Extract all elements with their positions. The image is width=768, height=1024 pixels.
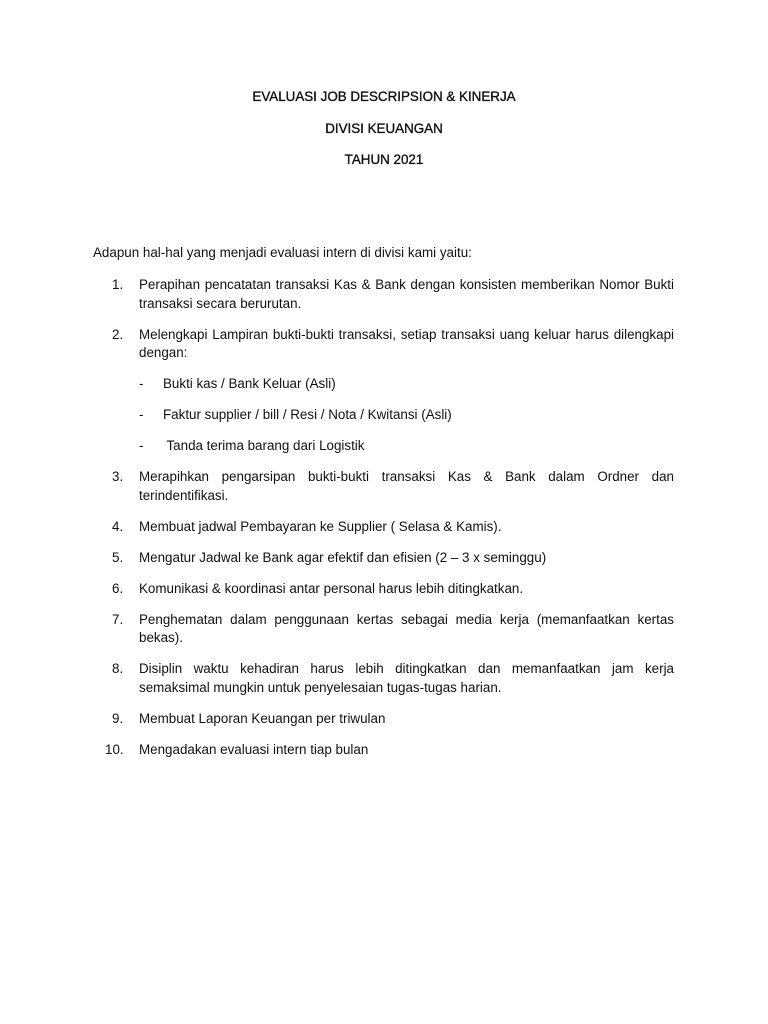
item-number: 7. — [112, 611, 124, 627]
intro-paragraph: Adapun hal-hal yang menjadi evaluasi intern di divisi kami yaitu: — [93, 245, 472, 260]
sub-list-item — [139, 437, 674, 456]
item-text: Melengkapi Lampiran bukti-bukti transaksi, setiap transaksi uang keluar harus dilengkapi dengan: — [139, 326, 674, 360]
item-text: Penghematan dalam penggunaan kertas sebagai media kerja (memanfaatkan kertas bekas). — [139, 611, 674, 645]
list-item — [112, 276, 674, 313]
dash-bullet: - — [139, 376, 144, 391]
list-item — [112, 518, 674, 537]
sub-item-text: Tanda terima barang dari Logistik — [163, 438, 365, 453]
list-item — [112, 468, 674, 505]
evaluation-list — [105, 276, 674, 772]
document-title: EVALUASI JOB DESCRIPSION & KINERJA — [252, 89, 516, 104]
list-item — [112, 549, 674, 568]
item-text: Membuat Laporan Keuangan per triwulan — [139, 710, 386, 726]
sub-item-text: Faktur supplier / bill / Resi / Nota / Kwitansi (Asli) — [163, 407, 452, 422]
list-item — [112, 660, 674, 697]
item-number: 2. — [112, 326, 124, 342]
dash-bullet: - — [139, 407, 144, 422]
item-number: 6. — [112, 580, 124, 596]
item-text: Membuat jadwal Pembayaran ke Supplier ( Selasa & Kamis). — [139, 518, 502, 534]
list-item — [112, 326, 674, 456]
item-text: Perapihan pencatatan transaksi Kas & Bank dengan konsisten memberikan Nomor Bukti transaksi secara berurutan. — [139, 277, 674, 311]
item-number: 10. — [105, 741, 124, 757]
item-text: Mengadakan evaluasi intern tiap bulan — [139, 741, 369, 757]
item-number: 4. — [112, 518, 124, 534]
division-heading: DIVISI KEUANGAN — [325, 121, 443, 136]
sub-list-item — [139, 406, 674, 425]
item-number: 1. — [112, 277, 124, 292]
item-number: 9. — [112, 710, 124, 726]
list-item — [105, 741, 674, 760]
item-number: 5. — [112, 549, 124, 565]
item-number: 8. — [112, 661, 124, 676]
list-item — [112, 710, 674, 729]
list-item — [112, 580, 674, 599]
dash-bullet: - — [139, 438, 144, 453]
item-text: Merapihkan pengarsipan bukti-bukti transaksi Kas & Bank dalam Ordner dan terindentifikasi. — [139, 469, 674, 503]
attachment-sublist — [139, 375, 674, 456]
item-number: 3. — [112, 469, 124, 484]
sub-list-item — [139, 375, 674, 394]
list-item — [112, 611, 674, 648]
item-text: Disiplin waktu kehadiran harus lebih ditingkatkan dan memanfaatkan jam kerja semaksimal mungkin untuk penyelesaian tugas-tugas harian. — [139, 661, 674, 695]
sub-item-text: Bukti kas / Bank Keluar (Asli) — [163, 376, 336, 391]
item-text: Mengatur Jadwal ke Bank agar efektif dan efisien (2 – 3 x seminggu) — [139, 549, 547, 565]
year-heading: TAHUN 2021 — [344, 152, 424, 167]
item-text: Komunikasi & koordinasi antar personal harus lebih ditingkatkan. — [139, 580, 524, 596]
